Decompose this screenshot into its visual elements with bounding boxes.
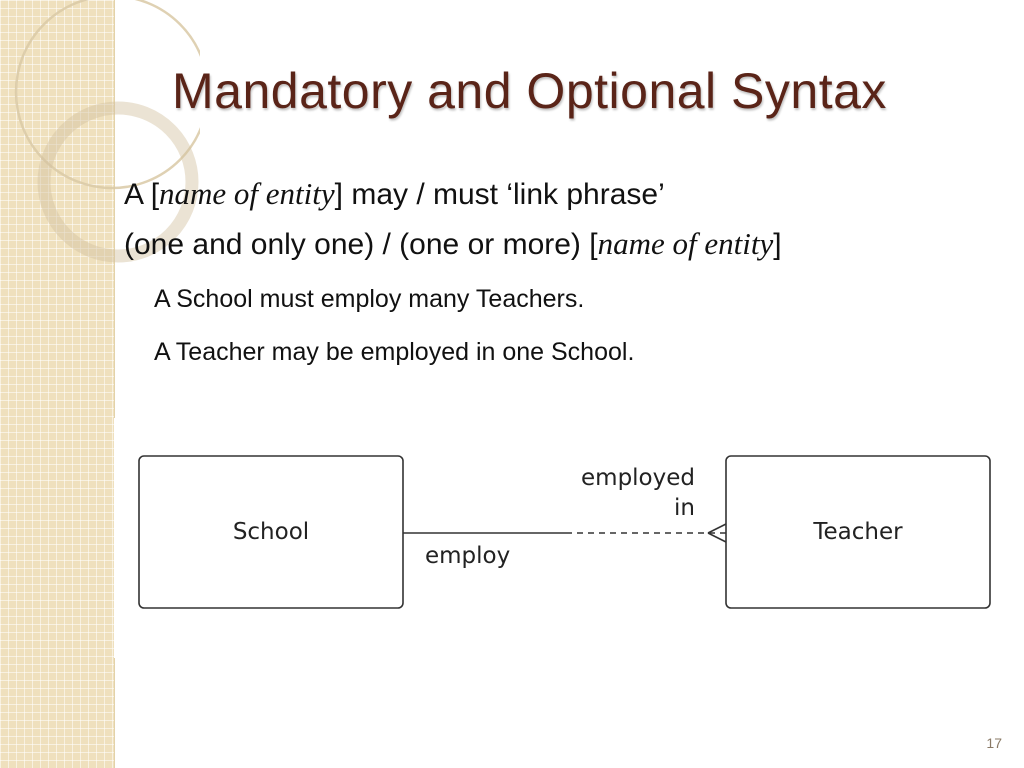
- relationship-label-in: in: [674, 495, 695, 521]
- syntax-line-1: [124, 176, 665, 212]
- syntax-text: (one and only one) / (one or more) [: [124, 228, 598, 261]
- relationship-label-employed: employed: [581, 465, 695, 491]
- decorative-sidebar: [0, 0, 115, 768]
- example-sentence-2: A Teacher may be employed in one School.: [154, 338, 635, 366]
- syntax-line-2: [124, 226, 782, 262]
- entity-label-school: School: [232, 519, 310, 545]
- example-sentence-1: A School must employ many Teachers.: [154, 285, 585, 313]
- syntax-text: A [: [124, 178, 160, 211]
- relationship-label-employ: employ: [425, 543, 511, 569]
- crows-foot-lower: [708, 533, 726, 542]
- er-diagram-area: [114, 418, 1000, 658]
- syntax-text: ]: [773, 228, 782, 261]
- page-number: 17: [986, 735, 1002, 751]
- er-diagram: [114, 418, 1000, 658]
- crows-foot-upper: [708, 524, 726, 533]
- slide-title: Mandatory and Optional Syntax: [172, 63, 887, 119]
- entity-placeholder: name of entity: [159, 176, 335, 211]
- entity-placeholder: name of entity: [597, 226, 774, 261]
- syntax-text: ] may / must ‘link phrase’: [334, 178, 665, 211]
- entity-label-teacher: Teacher: [813, 519, 903, 545]
